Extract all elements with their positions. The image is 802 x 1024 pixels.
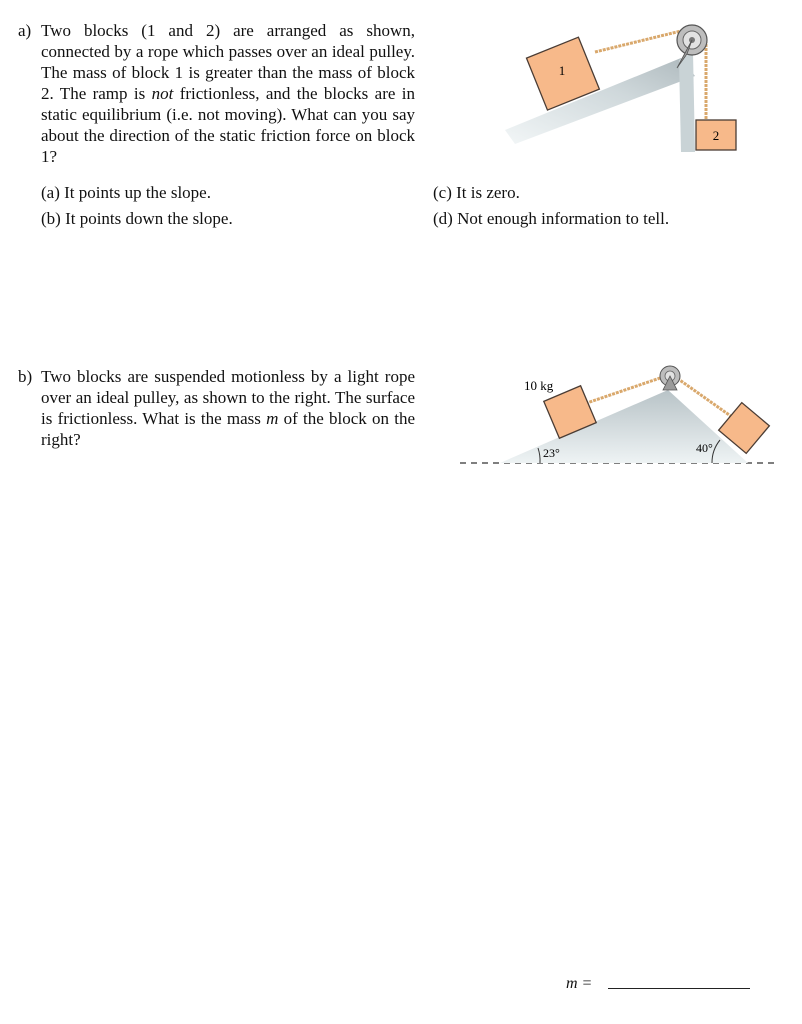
answer-line[interactable] [608, 988, 750, 989]
problem-b-text-before: Two blocks are suspended motionless by a light rope over an ideal pulley, as shown to the right. The surface is frictionless. What is the mass [41, 367, 415, 428]
block-2-label: 2 [712, 128, 720, 143]
problem-b-label: b) [18, 367, 33, 386]
problem-a-text-before: Two blocks (1 and 2) are arranged as shown, connected by a rope which passes over an ideal pulley. The mass of block 1 is greater than the mass of block 2. The ramp is [41, 21, 415, 103]
block-1-label: 1 [558, 63, 566, 78]
problem-a-label: a) [18, 21, 32, 40]
answer-label: m = [566, 975, 593, 992]
choice-b: (b) It points down the slope. [41, 209, 233, 228]
figure-a [495, 12, 745, 162]
pulley-post [679, 52, 695, 152]
problem-a-text [41, 20, 415, 167]
left-mass-label: 10 kg [524, 378, 554, 393]
problem-a-text-emph: not [151, 84, 174, 103]
pulley-b-icon [660, 366, 680, 390]
left-angle-label: 23° [543, 446, 560, 460]
problem-b-text-var: m [266, 409, 279, 428]
rope-a-incline [595, 30, 685, 52]
choice-c: (c) It is zero. [433, 183, 520, 202]
choice-d: (d) Not enough information to tell. [433, 209, 670, 228]
choice-a: (a) It points up the slope. [41, 183, 211, 202]
figure-b [460, 360, 780, 472]
problem-b-text-after: of the block on the right? [41, 409, 415, 449]
right-angle-label: 40° [696, 441, 713, 455]
problem-a-text-after: frictionless, and the blocks are in static equilibrium (i.e. not moving). What can you say about the direction of the static friction force on block 1? [41, 84, 415, 166]
problem-b-text [41, 366, 415, 450]
